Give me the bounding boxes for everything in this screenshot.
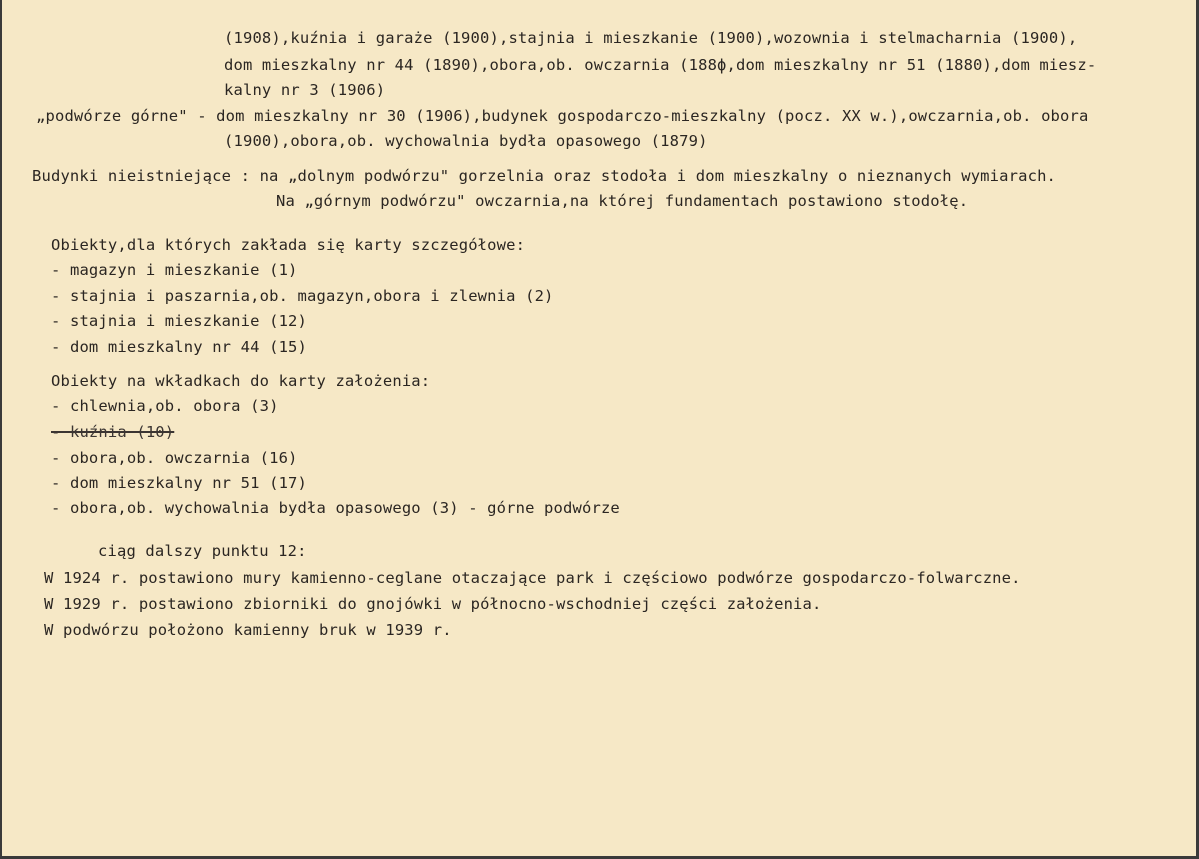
- detail-cards-heading: Obiekty,dla których zakłada się karty szczegółowe:: [51, 236, 526, 254]
- buildings-line-5: (1900),obora,ob. wychowalnia bydła opasowego (1879): [224, 132, 708, 150]
- buildings-line-3: kalny nr 3 (1906): [224, 81, 386, 99]
- detail-card-item: - stajnia i mieszkanie (12): [51, 312, 308, 330]
- buildings-line-4: „podwórze górne" - dom mieszkalny nr 30 (1906),budynek gospodarczo-mieszkalny (pocz. XX w.),owczarnia,ob. obora: [36, 107, 1089, 125]
- continuation-heading: ciąg dalszy punktu 12:: [98, 542, 307, 560]
- inserts-heading: Obiekty na wkładkach do karty założenia:: [51, 372, 431, 390]
- nonexistent-line-1: Budynki nieistniejące : na „dolnym podwórzu" gorzelnia oraz stodoła i dom mieszkalny o nieznanych wymiarach.: [32, 167, 1057, 185]
- struck-text: - kuźnia (10): [51, 423, 175, 441]
- detail-card-item: - dom mieszkalny nr 44 (15): [51, 338, 308, 356]
- buildings-line-2: dom mieszkalny nr 44 (1890),obora,ob. owczarnia (188ϕ,dom mieszkalny nr 51 (1880),dom miesz-: [224, 56, 1097, 74]
- insert-item-struck: [51, 422, 174, 442]
- detail-card-item: - magazyn i mieszkanie (1): [51, 261, 298, 279]
- insert-item: - chlewnia,ob. obora (3): [51, 397, 279, 415]
- insert-item: - obora,ob. owczarnia (16): [51, 449, 298, 467]
- continuation-line: W 1924 r. postawiono mury kamienno-ceglane otaczające park i częściowo podwórze gospodarczo-folwarczne.: [44, 569, 1021, 587]
- detail-card-item: - stajnia i paszarnia,ob. magazyn,obora i zlewnia (2): [51, 287, 554, 305]
- insert-item: - obora,ob. wychowalnia bydła opasowego (3) - górne podwórze: [51, 499, 620, 517]
- continuation-line: W podwórzu położono kamienny bruk w 1939 r.: [44, 621, 452, 639]
- insert-item: - dom mieszkalny nr 51 (17): [51, 474, 308, 492]
- nonexistent-line-2: Na „górnym podwórzu" owczarnia,na której fundamentach postawiono stodołę.: [276, 192, 969, 210]
- continuation-line: W 1929 r. postawiono zbiorniki do gnojówki w północno-wschodniej części założenia.: [44, 595, 822, 613]
- buildings-line-1: (1908),kuźnia i garaże (1900),stajnia i mieszkanie (1900),wozownia i stelmacharnia (1900),: [224, 29, 1078, 47]
